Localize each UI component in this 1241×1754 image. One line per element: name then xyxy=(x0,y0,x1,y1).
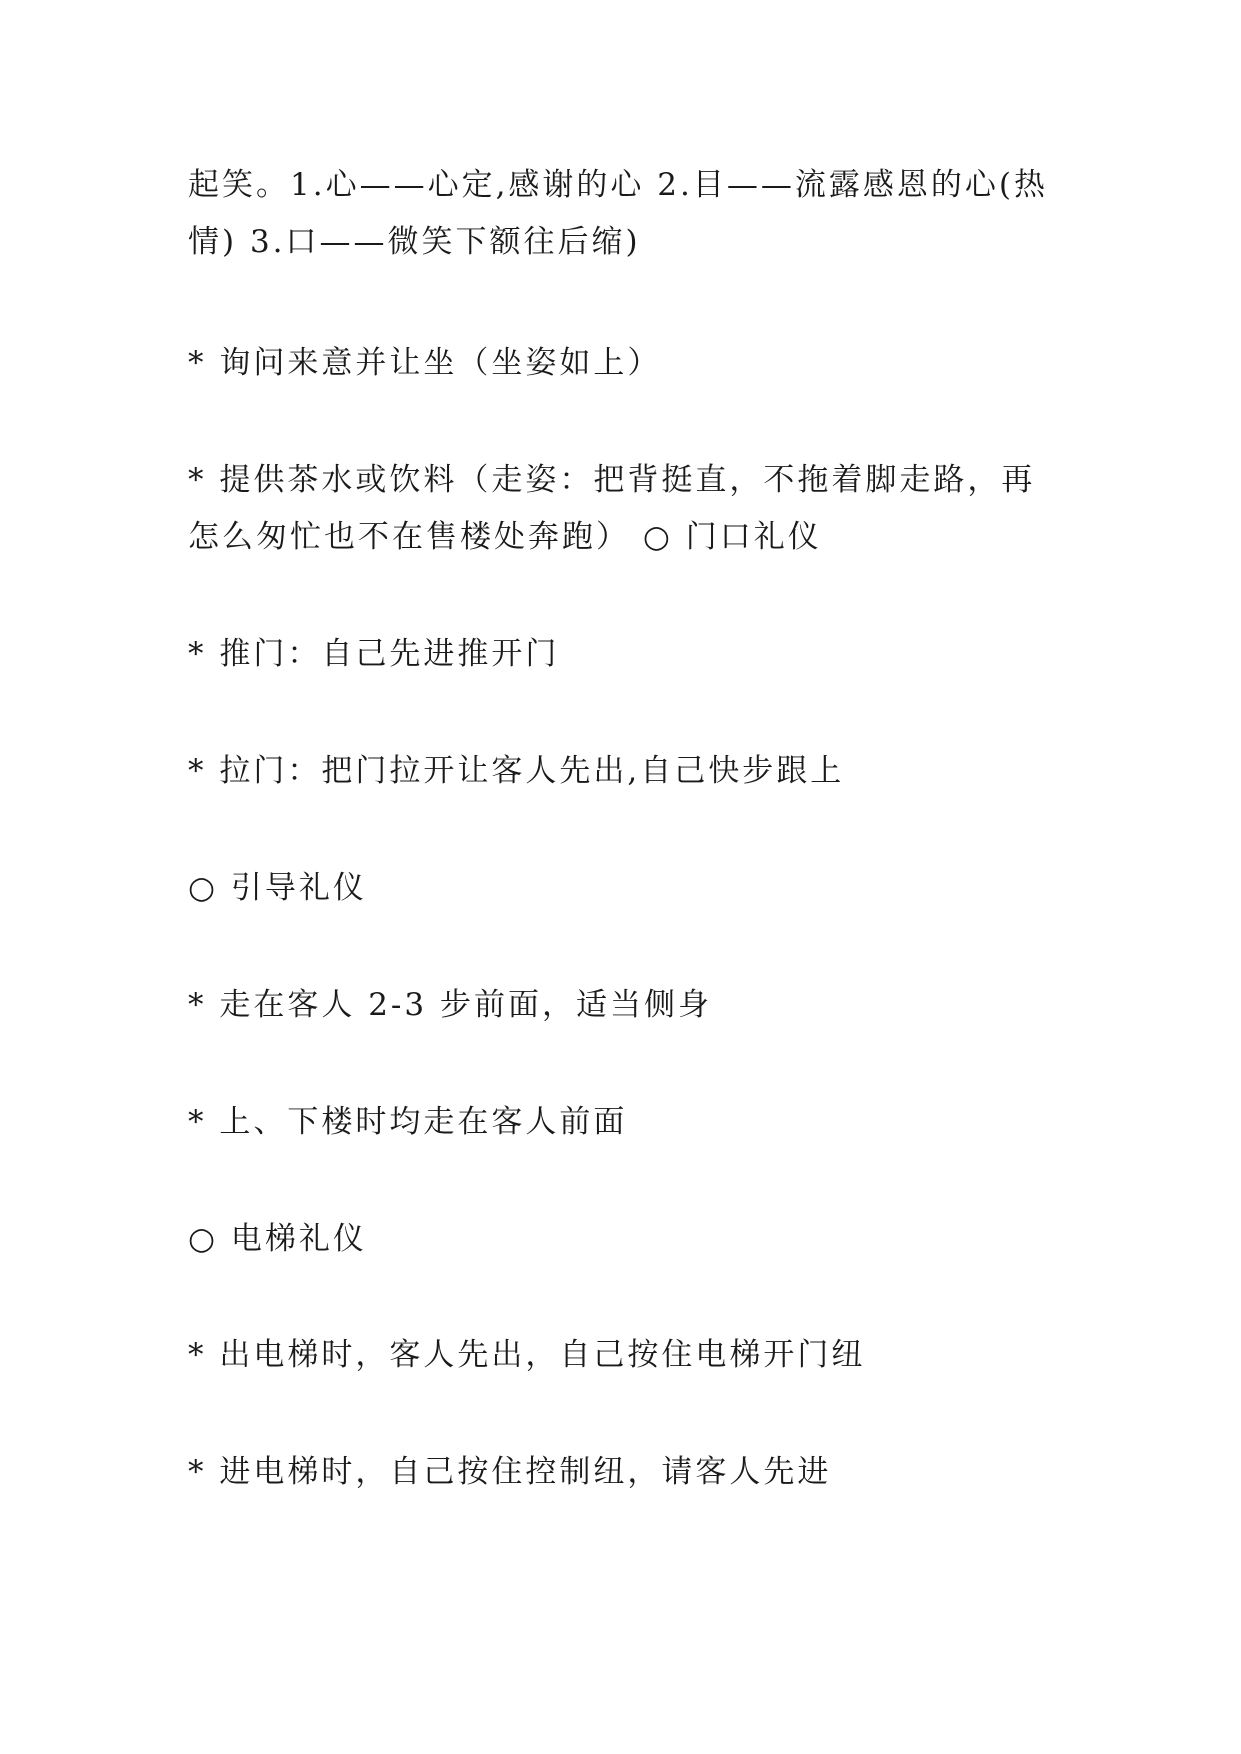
paragraph-exit-elevator: * 出电梯时，客人先出，自己按住电梯开门纽 xyxy=(188,1337,866,1373)
paragraph-pull-door: * 拉门：把门拉开让客人先出,自己快步跟上 xyxy=(188,753,845,789)
paragraph-stairs: * 上、下楼时均走在客人前面 xyxy=(188,1104,628,1140)
heading-elevator-etiquette: ○ 电梯礼仪 xyxy=(188,1221,367,1257)
paragraph-offer-tea: * 提供茶水或饮料（走姿：把背挺直，不拖着脚走路，再怎么匆忙也不在售楼处奔跑） ○ 门口礼仪 xyxy=(188,462,1036,555)
paragraph-enter-elevator: * 进电梯时，自己按住控制纽，请客人先进 xyxy=(188,1454,832,1490)
paragraph-push-door: * 推门：自己先进推开门 xyxy=(188,636,560,672)
heading-guiding-etiquette: ○ 引导礼仪 xyxy=(188,870,367,906)
paragraph-ask-purpose: * 询问来意并让坐（坐姿如上） xyxy=(188,345,662,381)
paragraph-walk-ahead: * 走在客人 2-3 步前面，适当侧身 xyxy=(188,987,712,1023)
paragraph-smile-points: 起笑。1.心——心定,感谢的心 2.目——流露感恩的心(热情) 3.口——微笑下额往后缩) xyxy=(188,167,1048,260)
